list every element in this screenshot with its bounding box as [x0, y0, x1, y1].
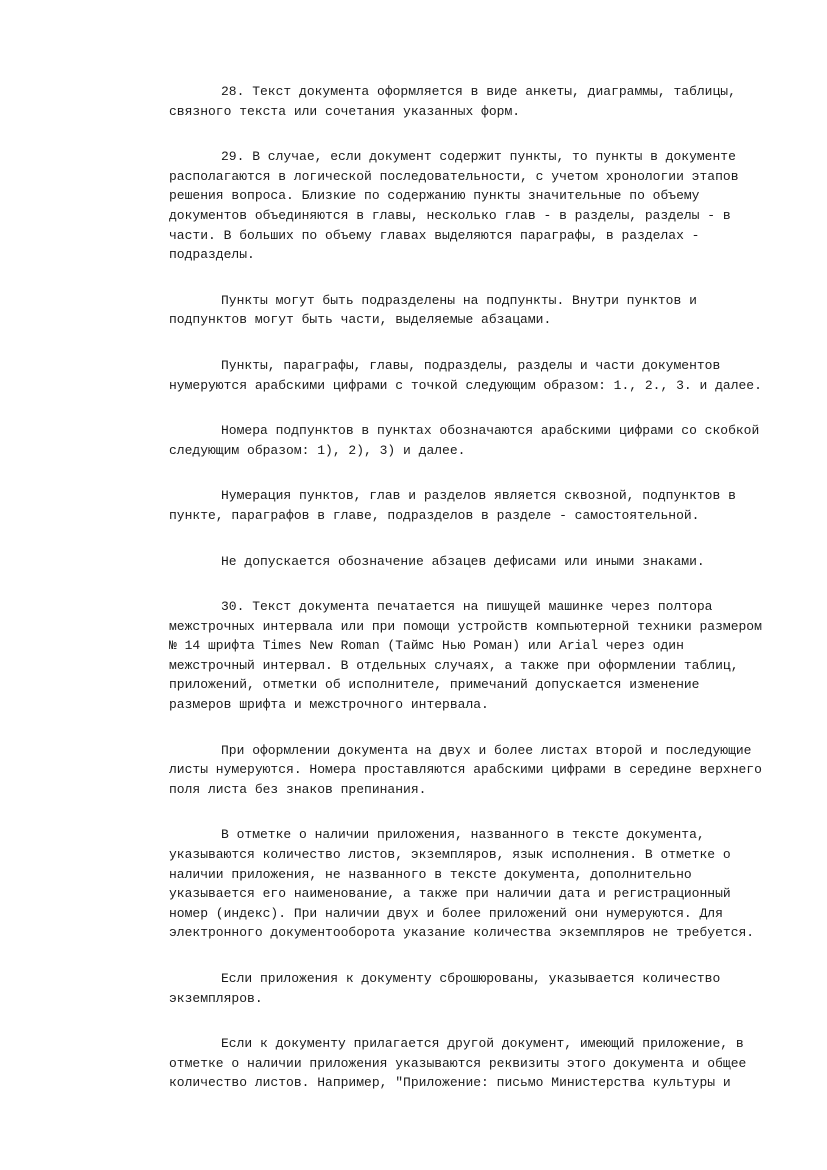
text-line: приложений, отметки об исполнителе, примечаний допускается изменение — [169, 677, 700, 693]
paragraph-nested-attachment — [117, 1034, 777, 1093]
text-line: указывается его наименование, а также при наличии дата и регистрационный — [169, 886, 731, 902]
text-line: поля листа без знаков препинания. — [169, 781, 427, 797]
text-line: решения вопроса. Близкие по содержанию пункты значительные по объему — [169, 188, 700, 204]
text-line: 30. Текст документа печатается на пишущей машинке через полтора — [221, 599, 713, 615]
text-line: электронного документооборота указание количества экземпляров не требуется. — [169, 925, 755, 941]
text-line: части. В больших по объему главах выделяются параграфы, в разделах - — [169, 227, 700, 243]
text-line: 28. Текст документа оформляется в виде анкеты, диаграммы, таблицы, — [221, 84, 736, 99]
paragraph-bound-attachments — [117, 969, 777, 1008]
text-line: Пункты могут быть подразделены на подпункты. Внутри пунктов и — [221, 292, 697, 308]
paragraph-attachment-mark — [117, 825, 777, 943]
text-line: Если приложения к документу сброшюрованы, указывается количество — [221, 971, 721, 986]
text-line: подпунктов могут быть части, выделяемые абзацами. — [169, 312, 552, 328]
text-line: межстрочных интервала или при помощи устройств компьютерной техники размером — [169, 618, 762, 634]
text-line: подразделы. — [169, 247, 255, 263]
paragraph-29 — [117, 147, 777, 265]
paragraph-numbering — [117, 356, 777, 395]
paragraph-continuous-numbering — [117, 486, 777, 525]
text-line: нумеруются арабскими цифрами с точкой следующим образом: 1., 2., 3. и далее. — [169, 377, 762, 393]
text-line: Если к документу прилагается другой документ, имеющий приложение, в — [221, 1036, 744, 1052]
text-line: 29. В случае, если документ содержит пункты, то пункты в документе — [221, 149, 736, 165]
paragraph-no-dashes — [117, 552, 777, 572]
paragraph-page-numbering — [117, 741, 777, 800]
text-line: межстрочный интервал. В отдельных случаях, а также при оформлении таблиц, — [169, 657, 739, 673]
text-line: В отметке о наличии приложения, названного в тексте документа, — [221, 827, 705, 843]
document-body — [117, 82, 777, 1119]
text-line: Пункты, параграфы, главы, подразделы, разделы и части документов — [221, 357, 721, 373]
text-line: При оформлении документа на двух и более листах второй и последующие — [221, 742, 752, 758]
paragraph-30 — [117, 597, 777, 715]
paragraph-28 — [117, 82, 777, 121]
text-line: Номера подпунктов в пунктах обозначаются арабскими цифрами со скобкой — [221, 423, 760, 439]
text-line: располагаются в логической последовательности, с учетом хронологии этапов — [169, 168, 739, 184]
text-line: № 14 шрифта Times New Roman (Таймс Нью Роман) или Arial через один — [169, 638, 684, 654]
paragraph-subitems — [117, 291, 777, 330]
text-line: наличии приложения, не названного в тексте документа, дополнительно — [169, 866, 692, 882]
text-line: Нумерация пунктов, глав и разделов является сквозной, подпунктов в — [221, 488, 736, 504]
text-line: Не допускается обозначение абзацев дефисами или иными знаками. — [221, 553, 705, 569]
text-line: следующим образом: 1), 2), 3) и далее. — [169, 442, 466, 458]
text-line: связного текста или сочетания указанных форм. — [169, 103, 521, 119]
text-line: листы нумеруются. Номера проставляются арабскими цифрами в середине верхнего — [169, 762, 762, 778]
text-line: отметке о наличии приложения указываются реквизиты этого документа и общее — [169, 1055, 747, 1071]
text-line: документов объединяются в главы, несколько глав - в разделы, разделы - в — [169, 207, 731, 223]
text-line: размеров шрифта и межстрочного интервала. — [169, 697, 489, 713]
text-line: указываются количество листов, экземпляров, язык исполнения. В отметке о — [169, 847, 731, 863]
paragraph-subitem-numbers — [117, 421, 777, 460]
text-line: количество листов. Например, "Приложение: письмо Министерства культуры и — [169, 1075, 731, 1091]
text-line: экземпляров. — [169, 990, 263, 1006]
text-line: пункте, параграфов в главе, подразделов в разделе - самостоятельной. — [169, 507, 700, 523]
text-line: номер (индекс). При наличии двух и более приложений они нумеруются. Для — [169, 905, 723, 921]
